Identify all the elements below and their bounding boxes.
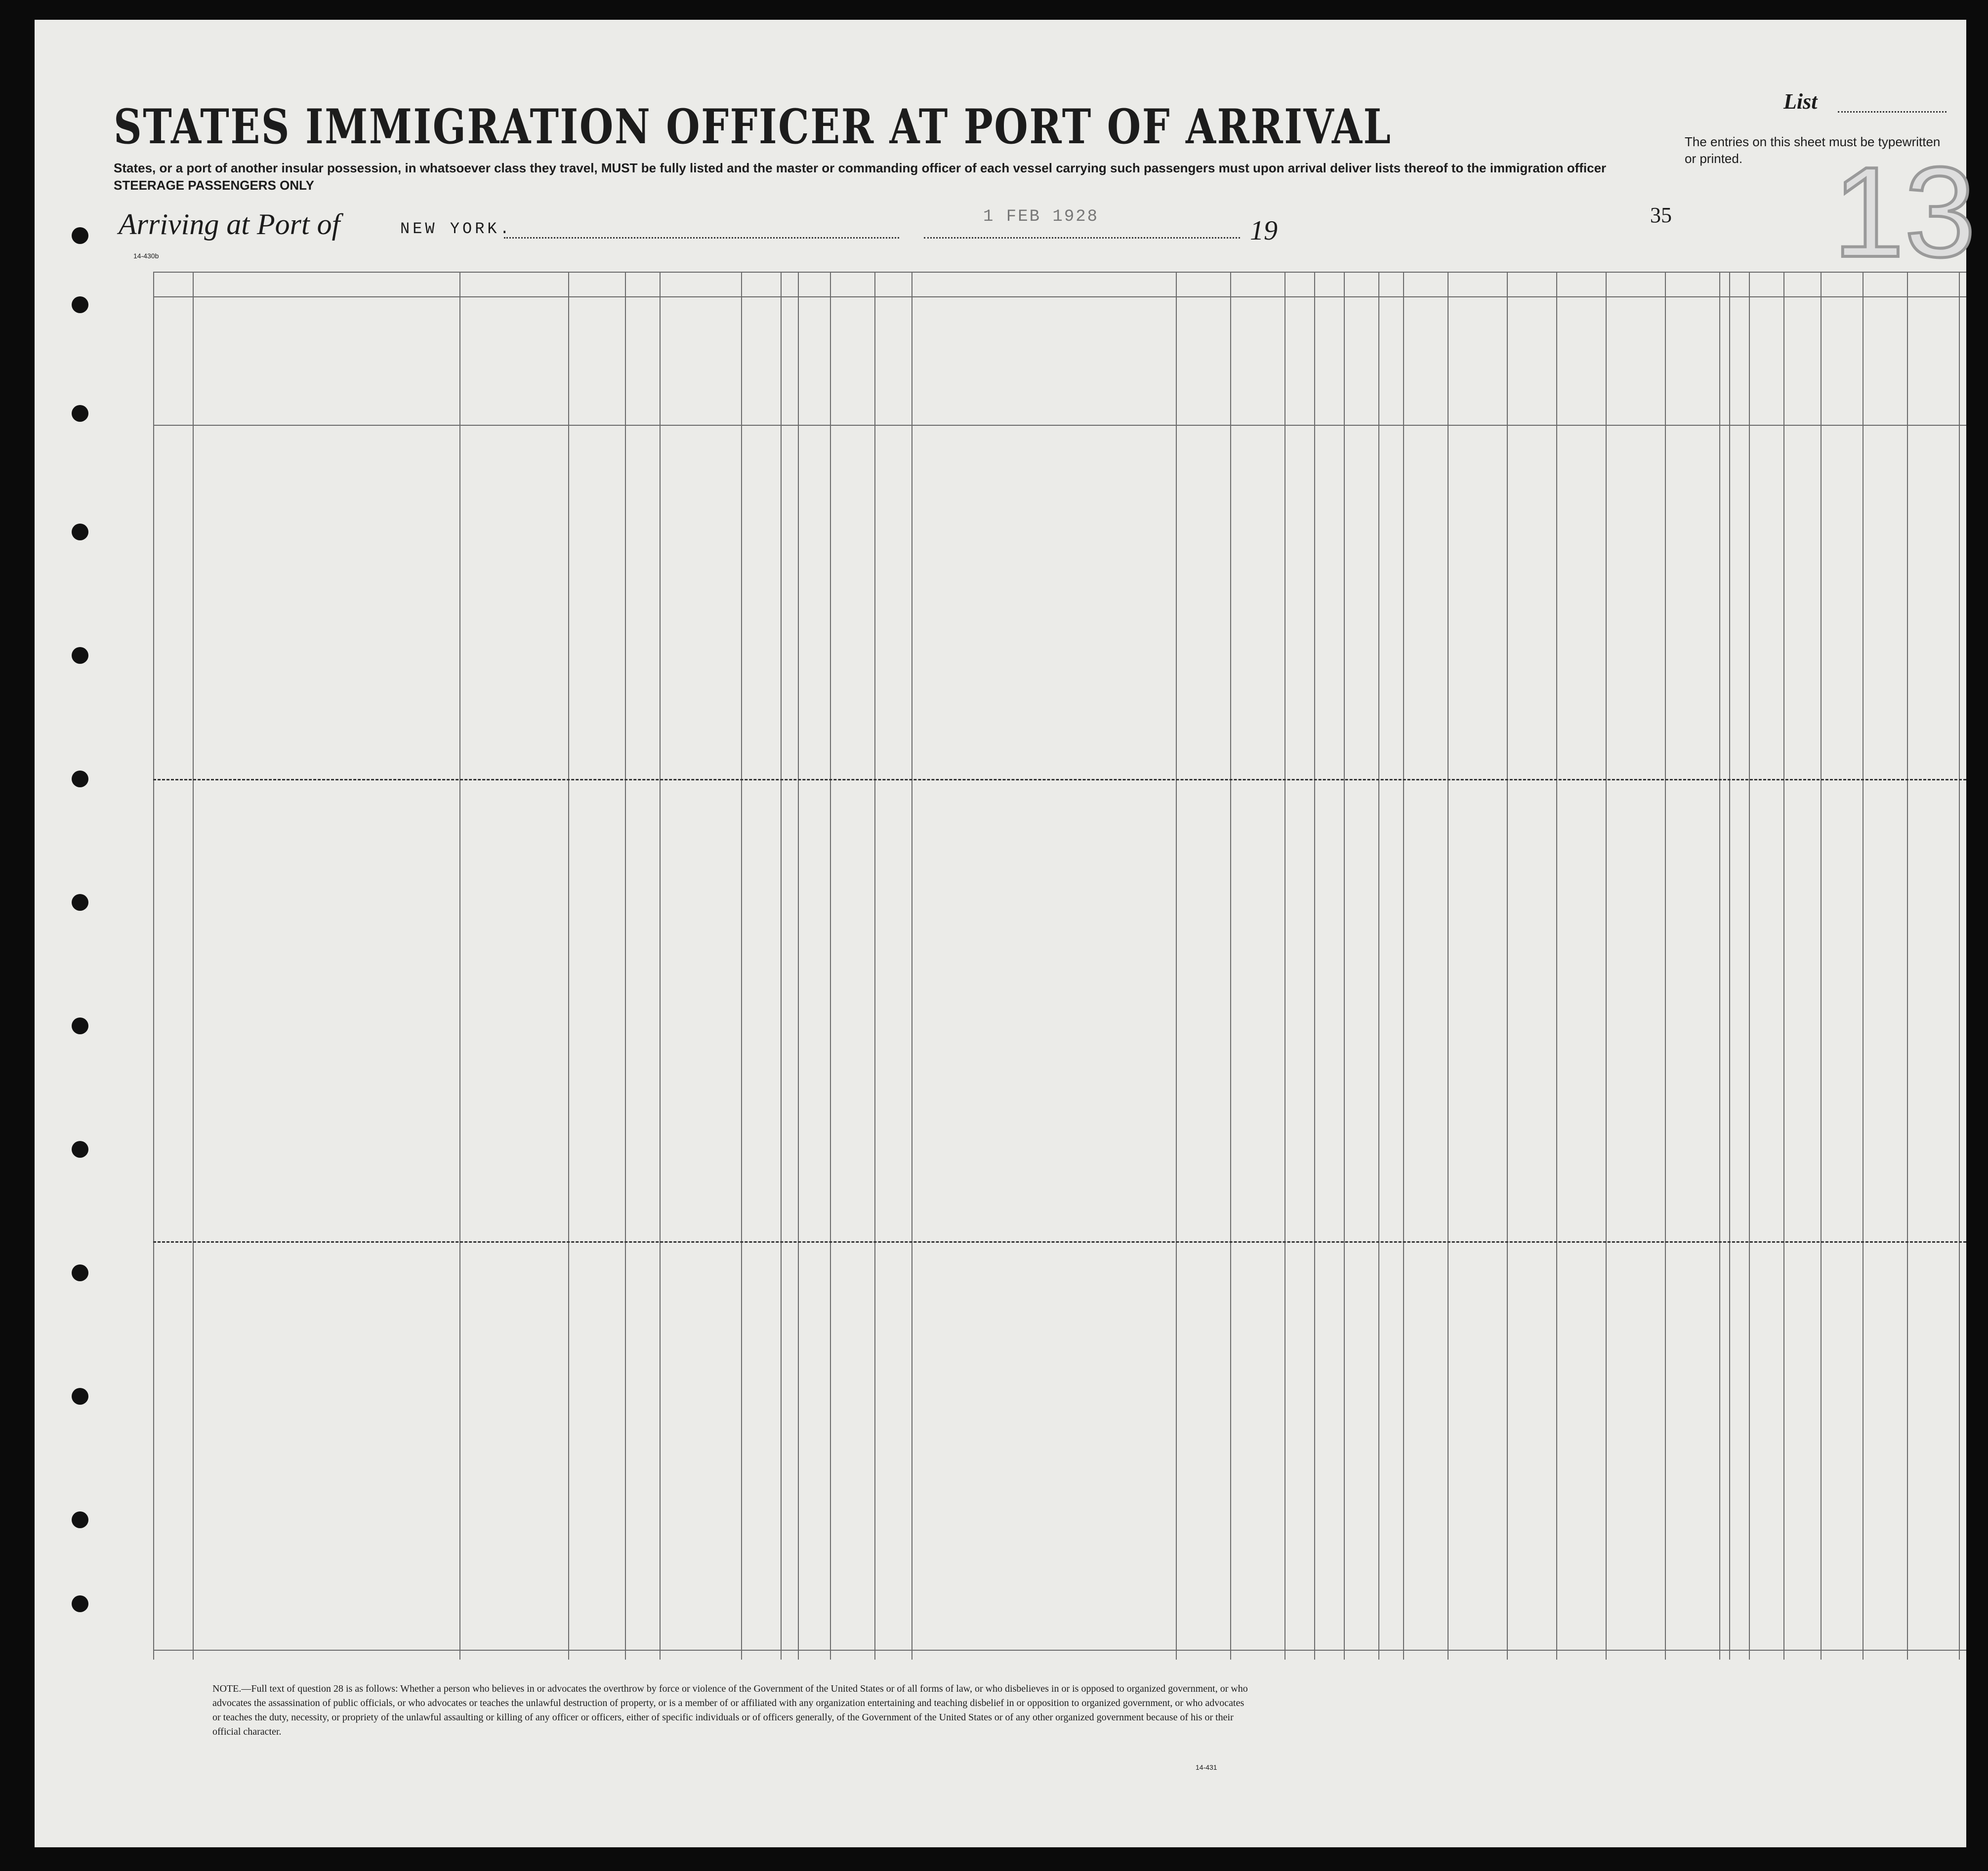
header-rule: [153, 425, 1966, 426]
column-rule: [911, 272, 912, 1660]
binding-hole: [72, 405, 88, 422]
subtitle-steerage: STEERAGE PASSENGERS ONLY: [114, 178, 314, 193]
page-title: STATES IMMIGRATION OFFICER AT PORT OF ARRIVAL: [114, 99, 1392, 155]
column-rule: [660, 272, 661, 1660]
column-rule: [1448, 272, 1449, 1660]
arriving-label: Arriving at Port of: [119, 208, 340, 241]
column-rule: [874, 272, 875, 1660]
dotted-line: [1838, 111, 1947, 113]
header-rule: [153, 296, 1966, 297]
column-rule: [781, 272, 782, 1660]
column-rule: [1344, 272, 1345, 1660]
column-rule: [798, 272, 799, 1660]
sheet-number-stamp: 13: [1833, 141, 1976, 284]
column-rule: [1749, 272, 1750, 1660]
column-rule: [568, 272, 569, 1660]
column-rule: [459, 272, 460, 1660]
column-rule: [1378, 272, 1379, 1660]
column-rule: [193, 272, 194, 1660]
column-rule: [1863, 272, 1864, 1660]
column-rule: [1176, 272, 1177, 1660]
column-rule: [1230, 272, 1231, 1660]
binding-hole: [72, 227, 88, 244]
binding-hole: [72, 647, 88, 664]
binding-hole: [72, 771, 88, 787]
column-rule: [1729, 272, 1730, 1660]
binding-hole: [72, 1511, 88, 1528]
subtitle: States, or a port of another insular possession, in whatsoever class they travel, MUST be fully listed and the master or commanding officer of each vessel carrying such passengers must upon arrival deliver lists thereof to the immigration officer: [114, 161, 1607, 175]
column-rule: [625, 272, 626, 1660]
dotted-line: [924, 237, 1240, 239]
column-rule: [1719, 272, 1720, 1660]
binding-hole: [72, 296, 88, 313]
column-rule: [1959, 272, 1960, 1660]
footer-note: NOTE.—Full text of question 28 is as follows: Whether a person who believes in or advocates the overthrow by force or violence of the Government of the United States or of all forms of law, or who disbelieves in or is opposed to organized government, or who advocates the assassination of public officials, or who advocates or teaches the unlawful destruction of property, or is a member of or affiliated with any organization entertaining and teaching disbelief in or opposition to organized government, or who advocates or teaches the duty, necessity, or propriety of the unlawful assaulting or killing of any officer or officers, either of specific individuals or of officers generally, of the Government of the United States or of any other organized government because of his or their official character.: [212, 1683, 1248, 1737]
footer-form-code: 14-431: [1196, 1763, 1217, 1771]
year-prefix: 19: [1250, 215, 1278, 246]
binding-hole: [72, 1388, 88, 1405]
column-rule: [1284, 272, 1285, 1660]
form-code: 14-430b: [133, 252, 159, 260]
binding-hole: [72, 524, 88, 540]
dotted-line: [504, 237, 899, 239]
column-rule: [1665, 272, 1666, 1660]
binding-hole: [72, 1141, 88, 1158]
binding-hole: [72, 1595, 88, 1612]
binding-hole: [72, 1264, 88, 1281]
column-rule: [1907, 272, 1908, 1660]
binding-hole: [72, 894, 88, 911]
column-rule: [1507, 272, 1508, 1660]
column-rule: [1606, 272, 1607, 1660]
column-rule: [830, 272, 831, 1660]
column-rule: [1556, 272, 1557, 1660]
row-separator: [153, 779, 1966, 780]
column-rule: [1821, 272, 1822, 1660]
port-name: NEW YORK.: [400, 220, 512, 238]
list-label: List: [1783, 89, 1818, 114]
header-rule: [153, 272, 1966, 273]
column-rule: [153, 272, 154, 1660]
manifest-sheet: [35, 20, 1976, 1847]
row-separator: [153, 1241, 1966, 1243]
column-rule: [741, 272, 742, 1660]
column-rule: [1403, 272, 1404, 1660]
column-rule: [1783, 272, 1784, 1660]
page-number: 35: [1650, 203, 1672, 227]
footer-rule: [153, 1650, 1966, 1651]
column-rule: [1314, 272, 1315, 1660]
entries-note: The entries on this sheet must be typewritten or printed.: [1685, 134, 1941, 166]
binding-hole: [72, 1017, 88, 1034]
date-stamp: 1 FEB 1928: [983, 207, 1099, 226]
